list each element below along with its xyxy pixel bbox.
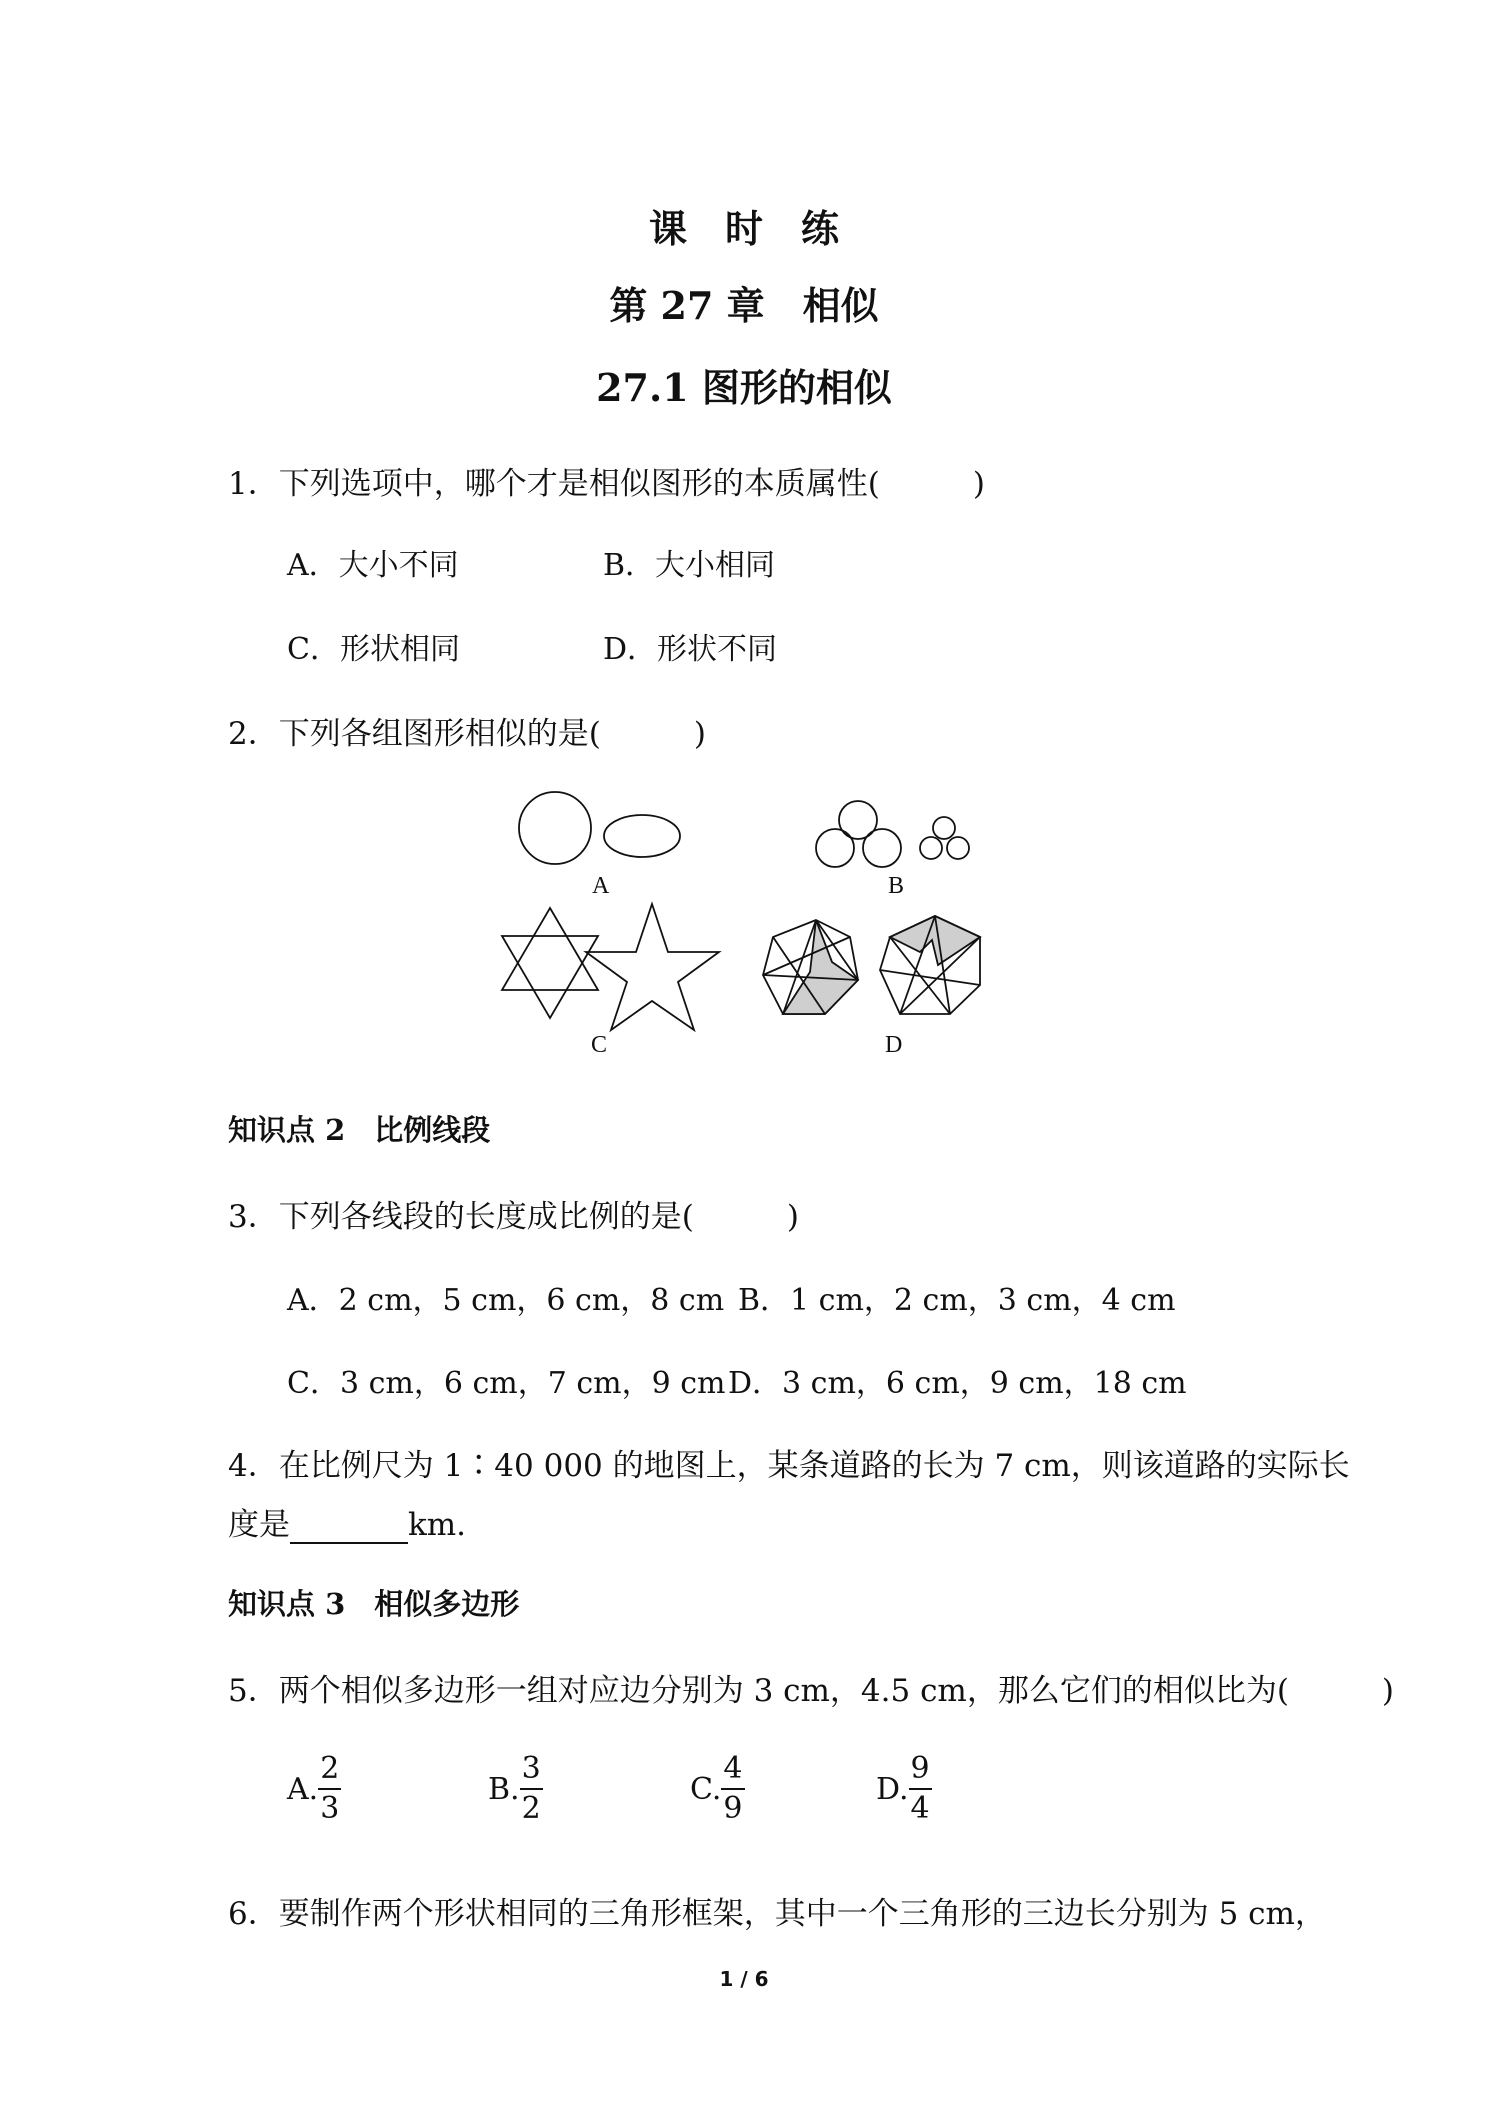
- denominator: 2: [521, 1791, 541, 1826]
- denominator: 9: [723, 1791, 743, 1826]
- q4-suffix: km.: [408, 1507, 467, 1543]
- q5-option-c: [690, 1750, 745, 1828]
- denominator: 4: [910, 1791, 930, 1826]
- fraction: [318, 1750, 341, 1828]
- figure-b-circle: [863, 829, 901, 867]
- q3-option-d: D．3 cm，6 cm，9 cm，18 cm: [728, 1366, 1187, 1401]
- q1-option-c: C．形状相同: [287, 632, 460, 667]
- q4-prefix: 度是: [228, 1507, 290, 1543]
- option-label: A.: [287, 1771, 319, 1807]
- question-4-line-1: 4．在比例尺为 1∶40 000 的地图上，某条道路的长为 7 cm，则该道路的实际长: [228, 1448, 1350, 1484]
- figure-b-small-circle: [933, 817, 955, 839]
- question-6-stem: 6．要制作两个形状相同的三角形框架，其中一个三角形的三边长分别为 5 cm，: [228, 1896, 1326, 1932]
- fraction: [909, 1750, 932, 1828]
- question-5-stem: 5．两个相似多边形一组对应边分别为 3 cm，4.5 cm，那么它们的相似比为( ): [228, 1673, 1395, 1709]
- question-4-line-2: [228, 1499, 466, 1544]
- figure-b-circle: [816, 829, 854, 867]
- question-2-stem: 2．下列各组图形相似的是( ): [228, 716, 706, 752]
- figure-b-small-circle: [920, 837, 942, 859]
- question-3-stem: 3．下列各线段的长度成比例的是( ): [228, 1199, 799, 1235]
- fraction: [520, 1750, 543, 1828]
- fraction: [721, 1750, 744, 1828]
- numerator: 2: [318, 1750, 341, 1790]
- figure-a-ellipse: [604, 815, 680, 857]
- figure-label-b: B: [888, 873, 905, 899]
- numerator: 4: [721, 1750, 744, 1790]
- q2-figure: [480, 780, 1020, 1070]
- page-title: 课 时 练: [648, 206, 839, 251]
- knowledge-point-3: 知识点 3 相似多边形: [228, 1587, 520, 1621]
- figure-c-hexagram-triangle: [502, 908, 598, 990]
- section-title: 27.1 图形的相似: [596, 365, 892, 410]
- q5-option-a: [287, 1750, 341, 1828]
- numerator: 9: [909, 1750, 932, 1790]
- numerator: 3: [520, 1750, 543, 1790]
- figure-d-shaded-region: [890, 916, 980, 965]
- knowledge-point-2: 知识点 2 比例线段: [228, 1113, 491, 1147]
- option-label: C.: [690, 1771, 722, 1807]
- q3-option-b: B．1 cm，2 cm，3 cm，4 cm: [738, 1283, 1176, 1318]
- question-1-stem: 1．下列选项中，哪个才是相似图形的本质属性( ): [228, 466, 985, 502]
- figure-label-c: C: [591, 1032, 608, 1058]
- chapter-title: 第 27 章 相似: [609, 283, 879, 328]
- figure-label-a: A: [592, 873, 610, 899]
- figure-a-circle: [519, 792, 591, 864]
- denominator: 3: [320, 1791, 340, 1826]
- figure-c-hexagram-triangle: [502, 936, 598, 1018]
- answer-blank: [290, 1512, 408, 1544]
- q3-option-a: A．2 cm，5 cm，6 cm，8 cm: [287, 1283, 725, 1318]
- page-number: 1 / 6: [719, 1967, 769, 1991]
- q1-option-b: B．大小相同: [603, 548, 776, 583]
- figure-c-pentagram: [586, 904, 719, 1030]
- option-label: B.: [488, 1771, 520, 1807]
- q3-option-c: C．3 cm，6 cm，7 cm，9 cm: [287, 1366, 726, 1401]
- figure-b-small-circle: [947, 837, 969, 859]
- q5-option-b: [488, 1750, 543, 1828]
- q5-option-d: [876, 1750, 932, 1828]
- option-label: D.: [876, 1771, 909, 1807]
- q1-option-d: D．形状不同: [603, 632, 778, 667]
- figure-label-d: D: [885, 1032, 903, 1058]
- q1-option-a: A．大小不同: [287, 548, 459, 583]
